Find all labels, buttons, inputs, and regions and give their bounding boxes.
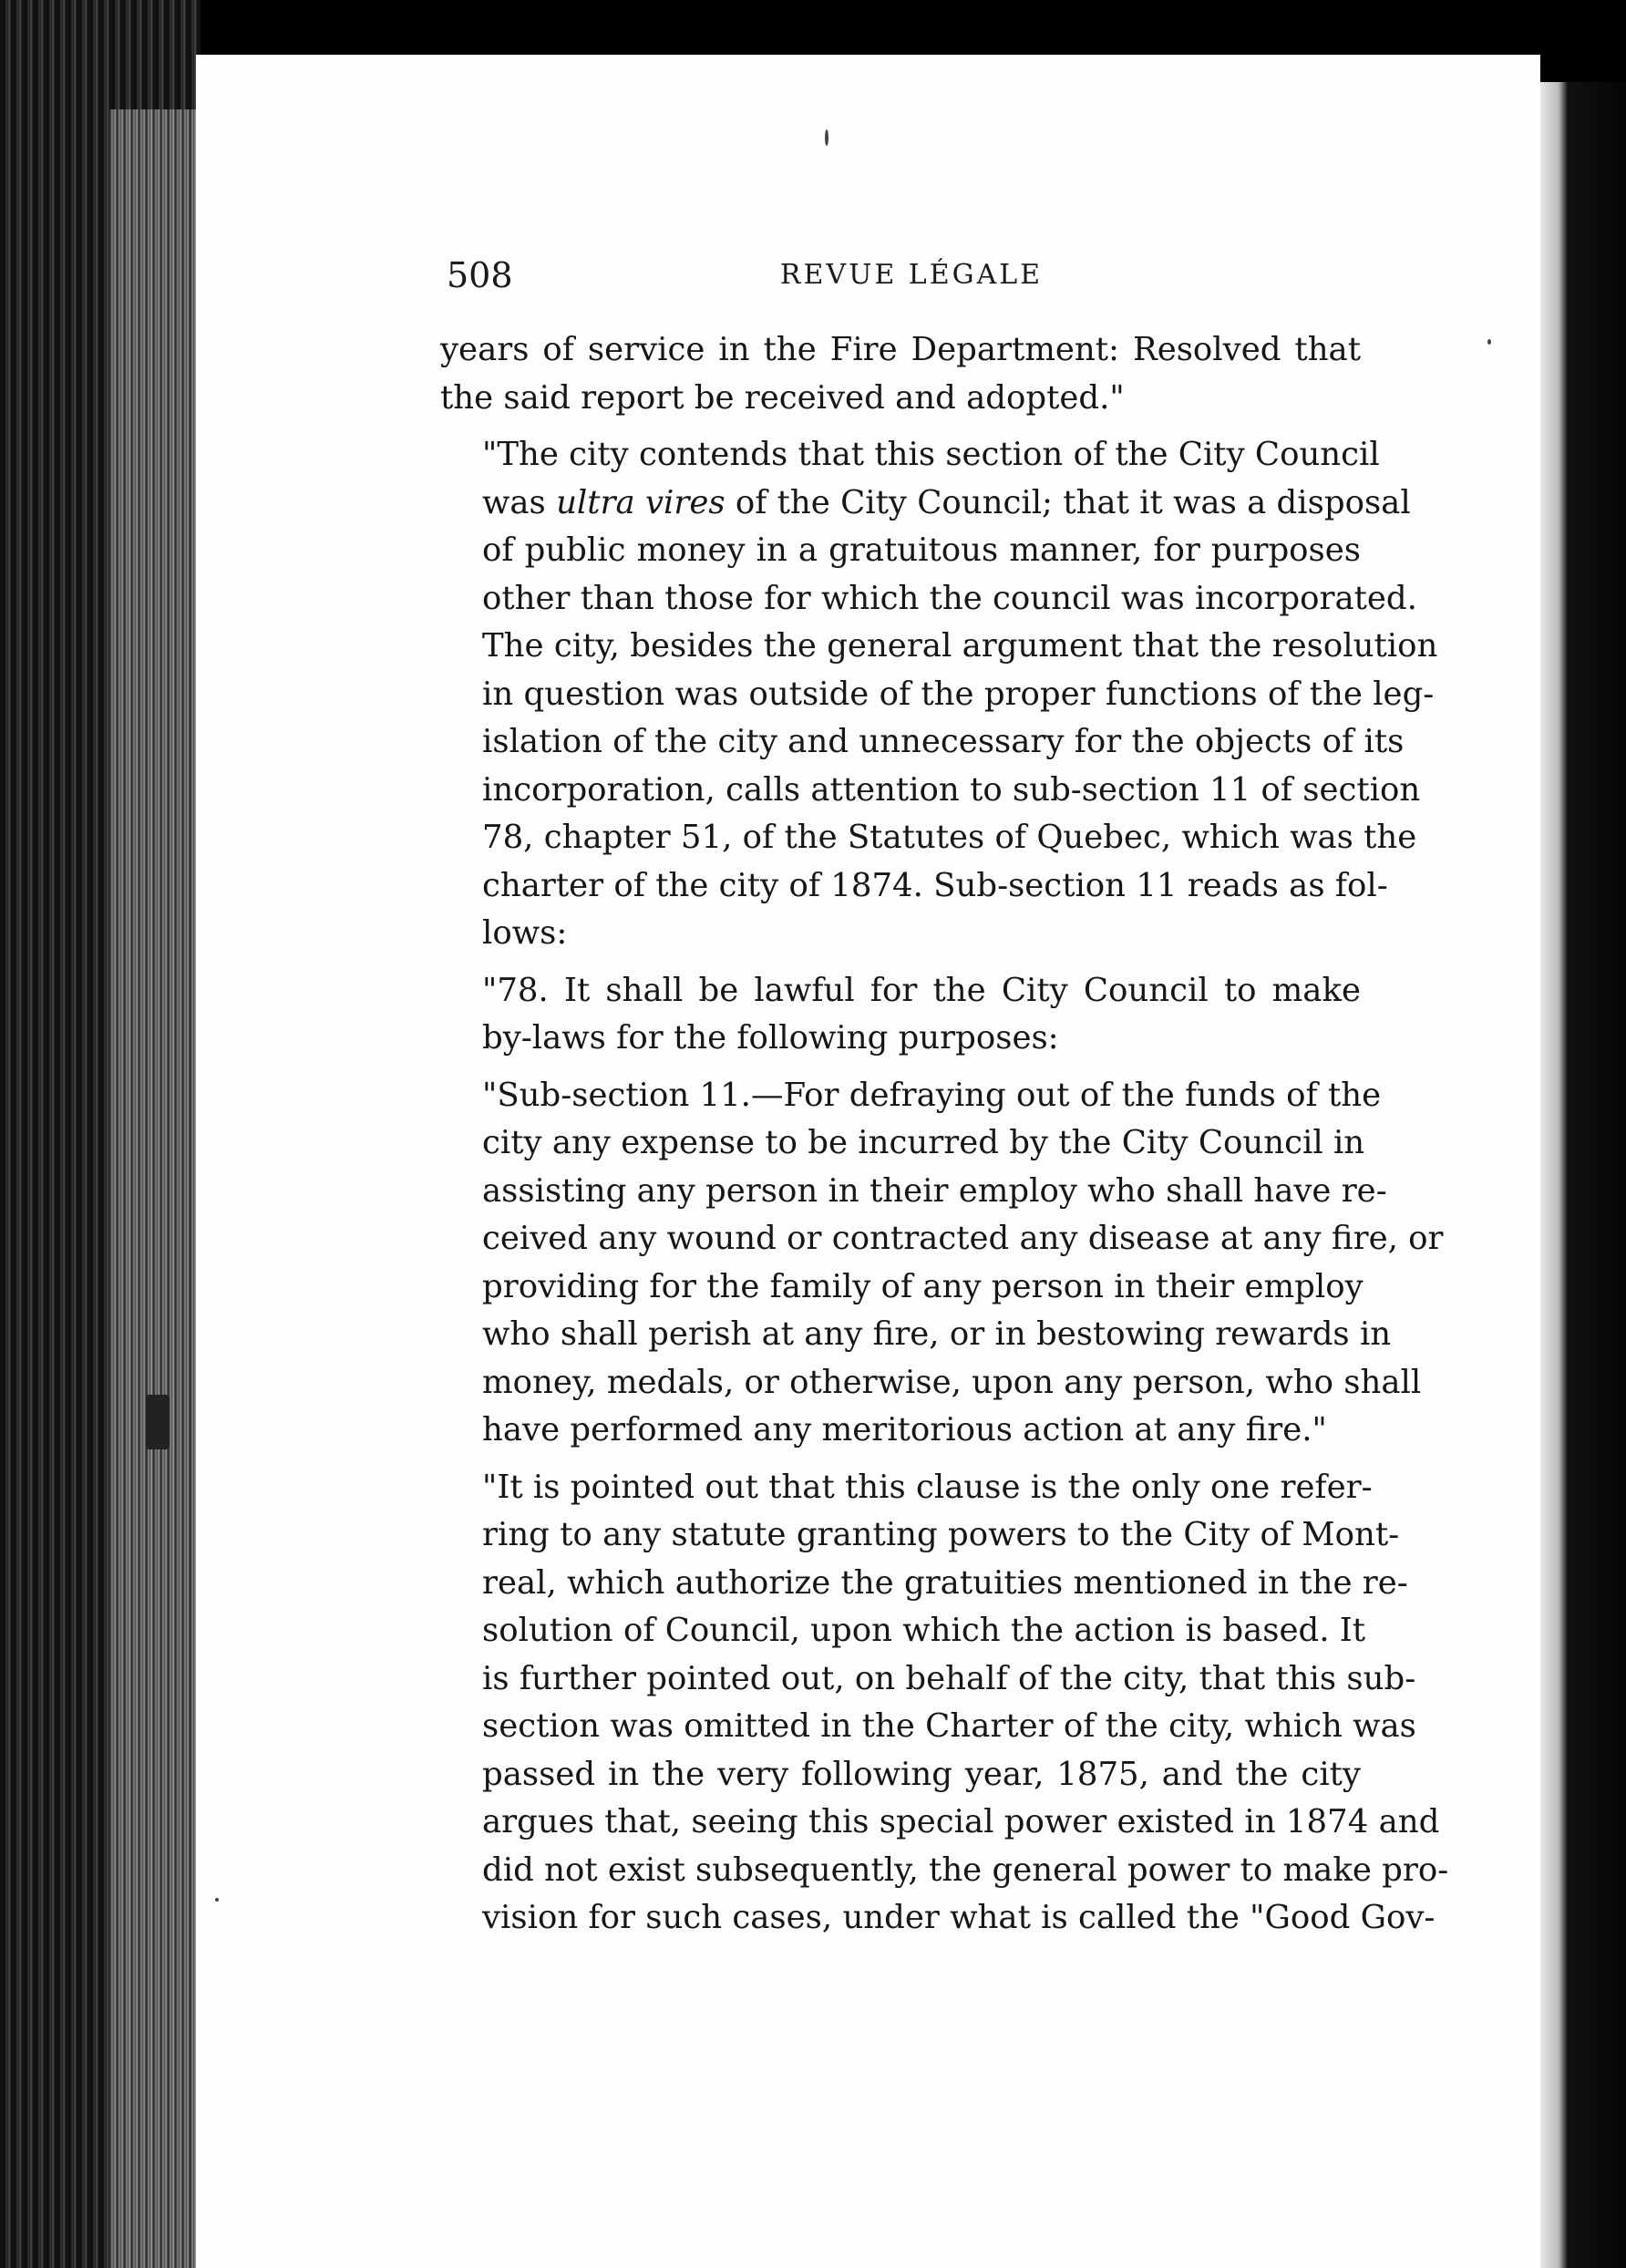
text-line: by-laws for the following purposes: — [482, 1019, 1059, 1057]
text-line: the said report be received and adopted." — [440, 378, 1125, 417]
text-line: "78. It shall be lawful for the City Council to make — [482, 971, 1361, 1009]
paragraph — [440, 431, 1438, 958]
latin-phrase: ultra vires — [556, 483, 726, 521]
stacked-pages — [109, 109, 201, 2268]
body-text — [440, 326, 1449, 1943]
text-line: other than those for which the council was incorporated. — [482, 579, 1417, 617]
text-line: assisting any person in their employ who shall have re- — [482, 1171, 1387, 1210]
text-line: ring to any statute granting powers to the City of Mont- — [482, 1516, 1400, 1553]
paragraph — [440, 1464, 1449, 1943]
edge-stain — [146, 1395, 170, 1449]
book-page-edges — [0, 0, 201, 2268]
text-line: "The city contends that this section of the City Council — [482, 436, 1380, 473]
speck — [1487, 339, 1491, 345]
running-head: REVUE LÉGALE — [779, 259, 1044, 291]
text-line: have performed any meritorious action at any fire." — [482, 1411, 1327, 1448]
text-line: was ultra vires of the City Council; that it was a disposal — [482, 483, 1411, 521]
text-line: city any expense to be incurred by the City Council in — [482, 1124, 1365, 1161]
text-line: money, medals, or otherwise, upon any person, who shall — [482, 1363, 1422, 1401]
page-number: 508 — [447, 255, 513, 295]
facing-page-edge — [1540, 82, 1626, 2268]
text-line: in question was outside of the proper functions of the leg- — [482, 675, 1435, 713]
text-line: who shall perish at any fire, or in bestowing rewards in — [482, 1315, 1392, 1353]
text-line: vision for such cases, under what is called the "Good Gov- — [482, 1899, 1436, 1936]
speck — [215, 1898, 219, 1902]
text-line: did not exist subsequently, the general power to make pro- — [482, 1850, 1449, 1889]
text-line: "Sub-section 11.—For defraying out of the funds of the — [482, 1076, 1382, 1114]
text-line: lows: — [482, 914, 568, 952]
text-line: of public money in a gratuitous manner, for purposes — [482, 531, 1361, 569]
text-line: argues that, seeing this special power existed in 1874 and — [482, 1803, 1440, 1840]
text-line: 78, chapter 51, of the Statutes of Quebec, which was the — [482, 819, 1417, 856]
text-line: years of service in the Fire Department: Resolved that — [440, 331, 1361, 368]
text-line: charter of the city of 1874. Sub-section 11 reads as fol- — [482, 866, 1388, 904]
text-line: solution of Council, upon which the action is based. It — [482, 1612, 1366, 1649]
text-line: real, which authorize the gratuities mentioned in the re- — [482, 1563, 1408, 1602]
text-line: section was omitted in the Charter of the city, which was — [482, 1707, 1416, 1745]
text-line: providing for the family of any person in their employ — [482, 1267, 1364, 1305]
text-line: passed in the very following year, 1875, and the city — [482, 1755, 1361, 1793]
text-line: ceived any wound or contracted any disease at any fire, or — [482, 1220, 1444, 1257]
text-line: The city, besides the general argument that the resolution — [482, 627, 1438, 665]
text-line: incorporation, calls attention to sub-section 11 of section — [482, 770, 1421, 809]
paragraph — [440, 1072, 1444, 1455]
text-line: "It is pointed out that this clause is the only one refer- — [482, 1468, 1373, 1506]
speck — [825, 129, 828, 146]
paragraph — [440, 967, 1361, 1063]
page-header — [447, 255, 1376, 310]
text-line: islation of the city and unnecessary for the objects of its — [482, 723, 1405, 760]
paragraph — [440, 326, 1361, 422]
text-line: is further pointed out, on behalf of the city, that this sub- — [482, 1659, 1416, 1697]
